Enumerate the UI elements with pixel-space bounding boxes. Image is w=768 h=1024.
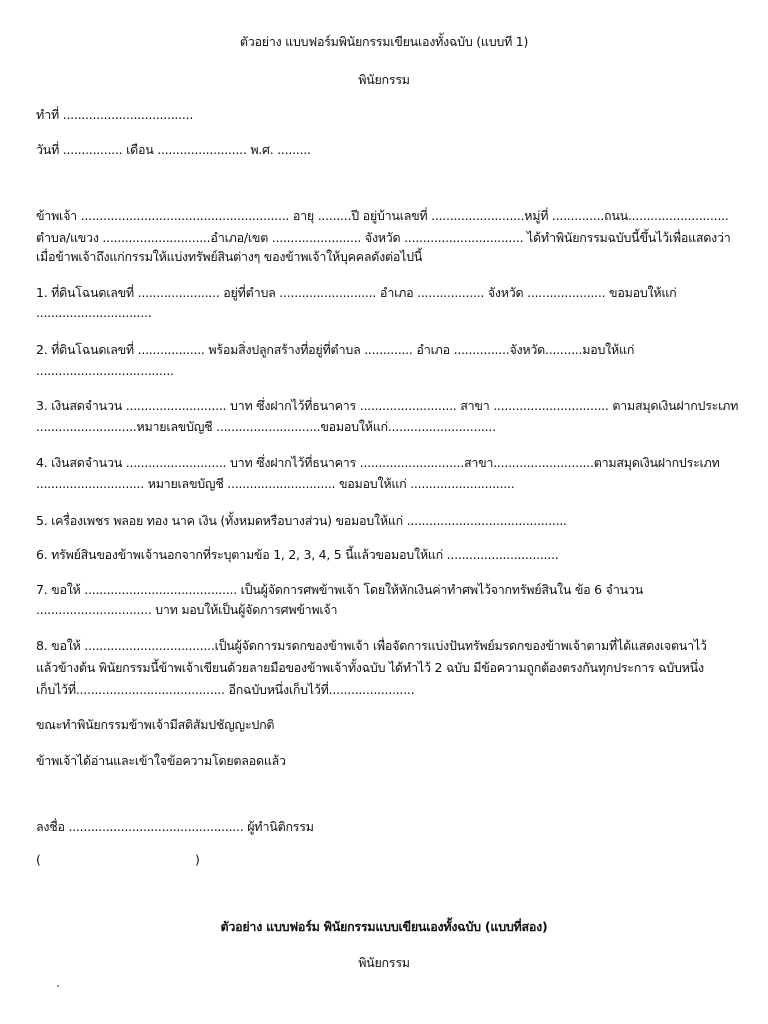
- signature-line: ลงชื่อ ............................................... ผู้ทำนิติกรรม: [36, 819, 314, 834]
- item-8-line-2: แล้วข้างต้น พินัยกรรมนี้ข้าพเจ้าเขียนด้วยลายมือของข้าพเจ้าทั้งฉบับ ได้ทำไว้ 2 ฉบับ มีข้อความถูกต้องตรงกันทุกประการ ฉบับหนึ่ง: [36, 660, 704, 675]
- form2-heading: พินัยกรรม: [358, 955, 410, 970]
- signature-paren-close: ): [195, 852, 200, 867]
- item-3-line-2: ...........................หมายเลขบัญชี ............................ขอมอบให้แก่.............................: [36, 419, 496, 434]
- item-2-line-1: 2. ที่ดินโฉนดเลขที่ .................. พร้อมสิ่งปลูกสร้างที่อยู่ที่ตำบล ............. อำเภอ ...............จังหวัด..........มอบให้แก่: [36, 342, 635, 357]
- item-7-line-1: 7. ขอให้ ......................................... เป็นผู้จัดการศพข้าพเจ้า โดยให้หักเงินค่าทำศพไว้จากทรัพย์สินใน ข้อ 6 จำนวน: [36, 582, 644, 597]
- intro-line-3: เมื่อข้าพเจ้าถึงแก่กรรมให้แบ่งทรัพย์สินต่างๆ ของข้าพเจ้าให้บุคคลดังต่อไปนี้: [36, 249, 423, 264]
- form2-title: ตัวอย่าง แบบฟอร์ม พินัยกรรมแบบเขียนเองทั้งฉบับ (แบบที่สอง): [220, 919, 548, 934]
- form1-title: ตัวอย่าง แบบฟอร์มพินัยกรรมเขียนเองทั้งฉบับ (แบบที 1): [239, 34, 529, 49]
- item-8-line-3: เก็บไว้ที่........................................ อีกฉบับหนึ่งเก็บไว้ที่.......................: [36, 682, 415, 697]
- item-4-line-1: 4. เงินสดจำนวน ........................... บาท ซึ่งฝากไว้ที่ธนาคาร ............................สาขา...........................ตามสมุดเงินฝากประเภท: [36, 455, 720, 470]
- intro-line-1: ข้าพเจ้า ........................................................ อายุ .........ปี อยู่บ้านเลขที่ .........................หมู่ที่ ..............ถนน...........................: [36, 208, 729, 223]
- item-2-line-2: .....................................: [36, 363, 174, 378]
- item-1-line-2: ...............................: [36, 305, 152, 320]
- written-at-line: ทำที่ ...................................: [36, 107, 194, 122]
- item-1-line-1: 1. ที่ดินโฉนดเลขที่ ...................... อยู่ที่ตำบล .......................... อำเภอ .................. จังหวัด ..................... ขอมอบให้แก่: [36, 285, 677, 300]
- sanity-statement: ขณะทำพินัยกรรมข้าพเจ้ามีสติสัมปชัญญะปกติ: [36, 717, 275, 732]
- stray-mark: [57, 985, 59, 987]
- form1-heading: พินัยกรรม: [358, 72, 410, 87]
- date-line: วันที่ ................ เดือน ........................ พ.ศ. .........: [36, 142, 311, 157]
- item-4-line-2: ............................. หมายเลขบัญชี ............................. ขอมอบให้แก่ ............................: [36, 476, 515, 491]
- item-3-line-1: 3. เงินสดจำนวน ........................... บาท ซึ่งฝากไว้ที่ธนาคาร .......................... สาขา ............................... ตามสมุดเงินฝากประเภท: [36, 398, 739, 413]
- item-6-line: 6. ทรัพย์สินของข้าพเจ้านอกจากที่ระบุตามข้อ 1, 2, 3, 4, 5 นี้แล้วขอมอบให้แก่ ..............................: [36, 547, 559, 562]
- item-5-line: 5. เครื่องเพชร พลอย ทอง นาค เงิน (ทั้งหมดหรือบางส่วน) ขอมอบให้แก่ ...........................................: [36, 513, 567, 528]
- item-8-line-1: 8. ขอให้ ...................................เป็นผู้จัดการมรดกของข้าพเจ้า เพื่อจัดการแบ่งปันทรัพย์มรดกของข้าพเจ้าตามที่ได้แสดงเจตนาไว้: [36, 638, 707, 653]
- signature-paren-open: (: [36, 852, 41, 867]
- read-statement: ข้าพเจ้าได้อ่านและเข้าใจข้อความโดยตลอดแล้ว: [36, 753, 286, 768]
- item-7-line-2: ............................... บาท มอบให้เป็นผู้จัดการศพข้าพเจ้า: [36, 602, 338, 617]
- intro-line-2: ตำบล/แขวง .............................อำเภอ/เขต ........................ จังหวัด ................................ ได้ทำพินัยกรรมฉบับนี้ขึ้นไว้เพื่อแสดงว่า: [36, 230, 731, 245]
